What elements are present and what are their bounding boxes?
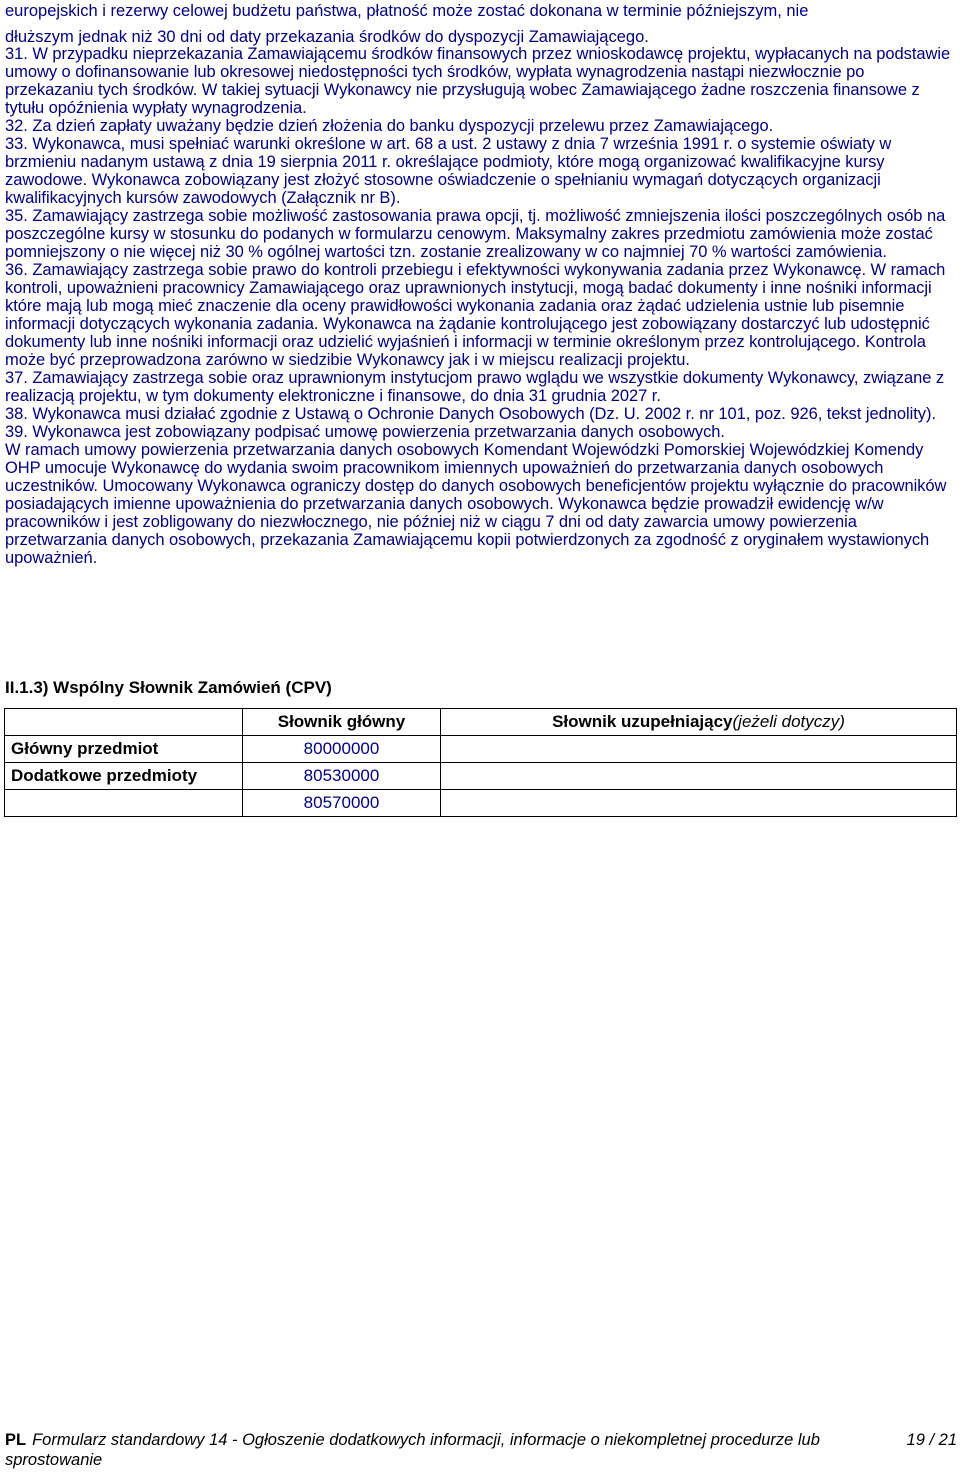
supplementary-note: (jeżeli dotyczy) — [732, 712, 845, 731]
table-header-main: Słownik główny — [243, 709, 441, 736]
page-number: 19 / 21 — [906, 1431, 957, 1449]
paragraph-38: 38. Wykonawca musi działać zgodnie z Ustawą o Ochronie Danych Osobowych (Dz. U. 2002 r. nr 101, poz. 926, tekst jednolity). — [5, 405, 936, 423]
cpv-table — [4, 708, 957, 817]
paragraph-31: 31. W przypadku nieprzekazania Zamawiającemu środków finansowych przez wnioskodawcę projektu, wypłacanych na podstawie umowy o dofinansowanie lub okresowej niedostępności tych środków, wypłata wynagrodzenia nastąpi niezwłocznie po przekazaniu tych środków. W takiej sytuacji Wykonawcy nie przysługują wobec Zamawiającego żadne roszczenia finansowe z tytułu opóźnienia wypłaty wynagrodzenia. — [5, 45, 951, 117]
row-label-additional: Dodatkowe przedmioty — [5, 763, 243, 790]
row-label-main: Główny przedmiot — [5, 736, 243, 763]
paragraph-32: 32. Za dzień zapłaty uważany będzie dzień złożenia do banku dyspozycji przelewu przez Zamawiającego. — [5, 117, 774, 135]
paragraph-37: 37. Zamawiający zastrzega sobie oraz uprawnionym instytucjom prawo wglądu we wszystkie dokumenty Wykonawcy, związane z realizacją projektu, w tym dokumenty elektroniczne i finansowe, do dnia 31 grudnia 2027 r. — [5, 369, 945, 405]
paragraph-35: 35. Zamawiający zastrzega sobie możliwość zastosowania prawa opcji, tj. możliwość zmniejszenia ilości poszczególnych osób na poszczególne kursy w stosunku do podanych w formularzu cenowym. Maksymalny zakres przedmiotu zamówienia może zostać pomniejszony o nie więcej niż 30 % ogólnej wartości tzn. zostanie zrealizowany w co najmniej 70 % wartości zamówienia. — [5, 207, 946, 261]
row-label-empty — [5, 790, 243, 817]
document-body — [5, 45, 957, 567]
table-row — [5, 763, 957, 790]
footer-title: Formularz standardowy 14 - Ogłoszenie dodatkowych informacji, informacje o niekompletnej procedurze lub — [32, 1431, 820, 1449]
table-row — [5, 790, 957, 817]
cpv-code: 80000000 — [243, 736, 441, 763]
text-line: dłuższym jednak niż 30 dni od daty przekazania środków do dyspozycji Zamawiającego. — [5, 28, 649, 46]
supplementary-cell — [441, 790, 957, 817]
supplementary-label: Słownik uzupełniający — [552, 712, 733, 731]
supplementary-cell — [441, 763, 957, 790]
footer-language: PL — [5, 1431, 27, 1449]
paragraph-36: 36. Zamawiający zastrzega sobie prawo do kontroli przebiegu i efektywności wykonywania zadania przez Wykonawcę. W ramach kontroli, upoważnieni pracownicy Zamawiającego oraz uprawnionych instytucji, mogą badać dokumenty i inne nośniki informacji które mają lub mogą mieć znaczenie dla oceny prawidłowości wykonania zadania oraz żądać udzielenia ustnie lub pisemnie informacji dotyczących wykonania zadania. Wykonawca na żądanie kontrolującego jest zobowiązany dostarczyć lub udostępnić dokumenty lub inne nośniki informacji oraz udzielić wyjaśnień i informacji w terminie określonym przez kontrolującego. Kontrola może być przeprowadzona zarówno w siedzibie Wykonawcy jak i w miejscu realizacji projektu. — [5, 261, 946, 369]
table-header-supplementary — [441, 709, 957, 736]
page-footer — [5, 1430, 957, 1470]
supplementary-cell — [441, 736, 957, 763]
section-heading-cpv: II.1.3) Wspólny Słownik Zamówień (CPV) — [5, 678, 332, 697]
footer-title-continued: sprostowanie — [5, 1451, 103, 1469]
cpv-code: 80570000 — [243, 790, 441, 817]
text-line: europejskich i rezerwy celowej budżetu państwa, płatność może zostać dokonana w terminie późniejszym, nie — [5, 2, 809, 20]
table-row — [5, 736, 957, 763]
paragraph-39: 39. Wykonawca jest zobowiązany podpisać umowę powierzenia przetwarzania danych osobowych. — [5, 423, 725, 441]
paragraph-data-processing: W ramach umowy powierzenia przetwarzania danych osobowych Komendant Wojewódzki Pomorskiej Wojewódzkiej Komendy OHP umocuje Wykonawcę do wydania swoim pracownikom imiennych upoważnień do przetwarzania danych osobowych uczestników. Umocowany Wykonawca ograniczy dostęp do danych osobowych beneficjentów projektu wyłącznie do pracowników posiadających imienne upoważnienia do przetwarzania danych osobowych. Wykonawca będzie prowadził ewidencję w/w pracowników i jest zobligowany do niezwłocznego, nie później niż w ciągu 7 dni od daty zawarcia umowy powierzenia przetwarzania danych osobowych, przekazania Zamawiającemu kopii potwierdzonych za zgodność z oryginałem wystawionych upoważnień. — [5, 441, 947, 567]
cpv-code: 80530000 — [243, 763, 441, 790]
paragraph-33: 33. Wykonawca, musi spełniać warunki określone w art. 68 a ust. 2 ustawy z dnia 7 września 1991 r. o systemie oświaty w brzmieniu nadanym ustawą z dnia 19 sierpnia 2011 r. określające podmioty, które mogą organizować kwalifikacyjne kursy zawodowe. Wykonawca zobowiązany jest złożyć stosowne oświadczenie o spełnianiu wymagań dotyczących organizacji kwalifikacyjnych kursów zawodowych (Załącznik nr B). — [5, 135, 892, 207]
table-header-empty — [5, 709, 243, 736]
table-header-row — [5, 709, 957, 736]
